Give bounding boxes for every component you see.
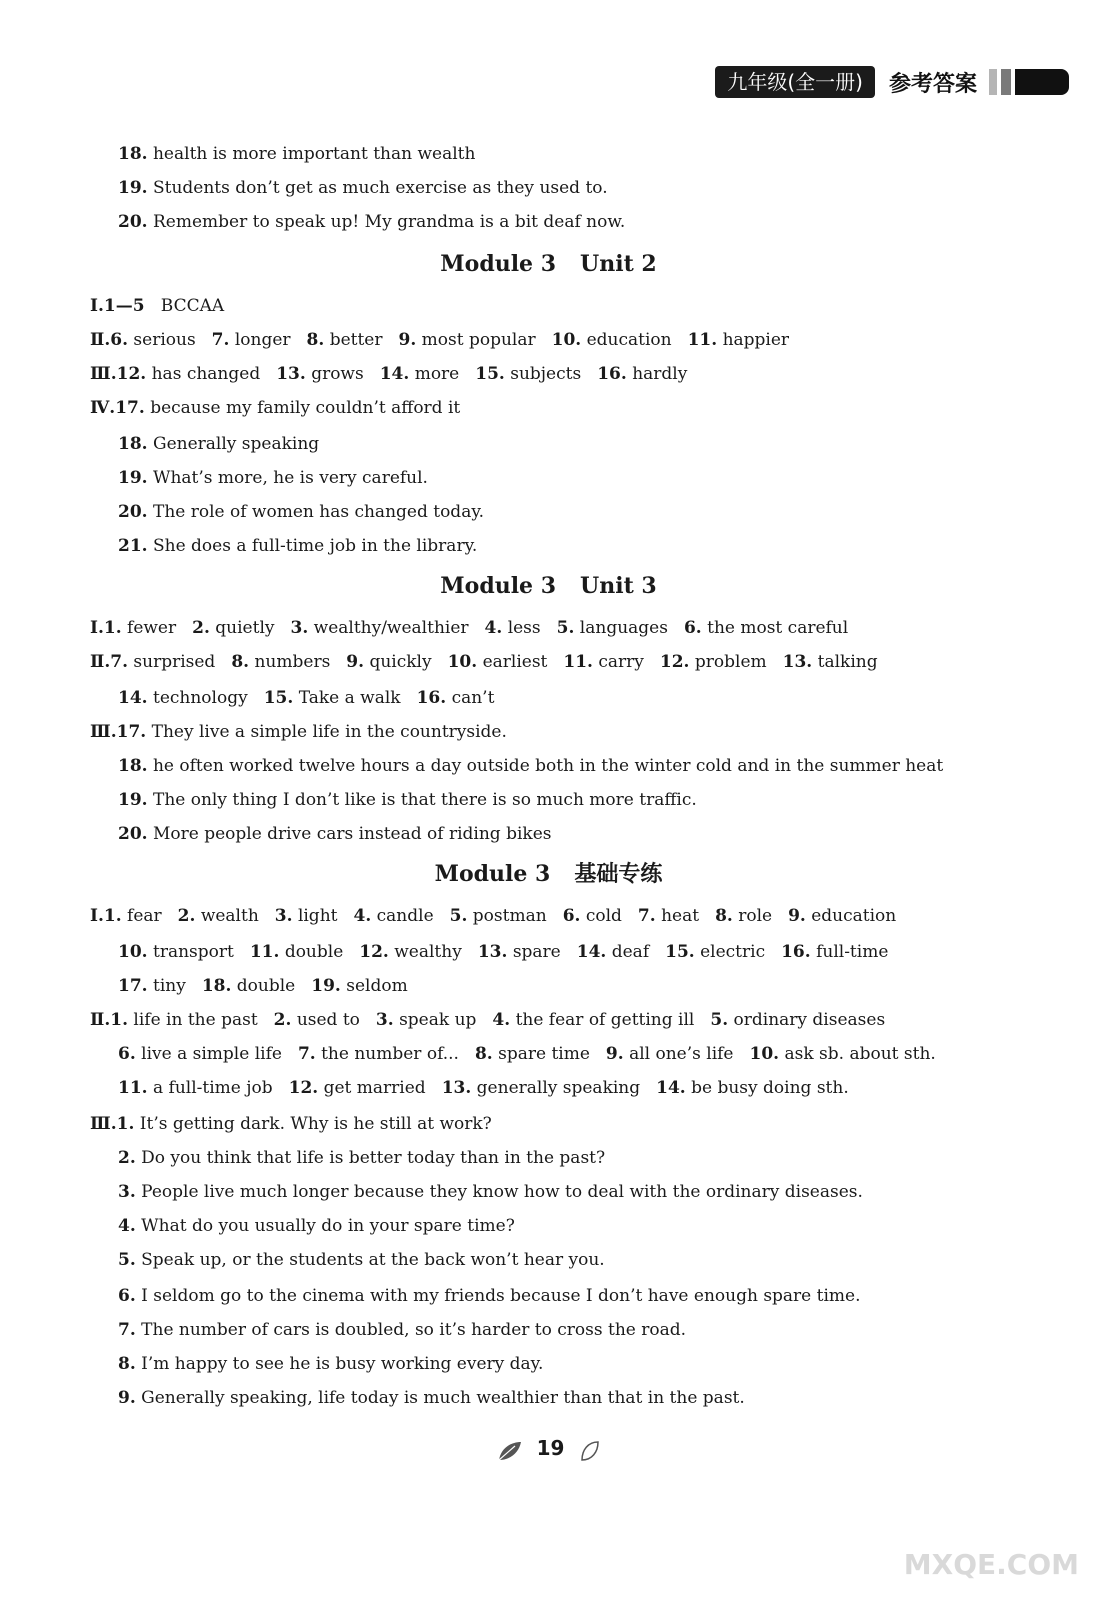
page-number: 19 [536, 1436, 565, 1460]
answer-line: Ⅲ.12. has changed 13. grows 14. more 15. subjects 16. hardly [90, 364, 688, 384]
answer-line: 6. live a simple life 7. the number of... 8. spare time 9. all one’s life 10. ask sb. about sth. [118, 1044, 936, 1064]
answer-line: 9. Generally speaking, life today is much wealthier than that in the past. [118, 1388, 745, 1408]
grade-badge: 九年级(全一册) [715, 66, 875, 98]
answer-line: Ⅲ.17. They live a simple life in the countryside. [90, 722, 507, 742]
answer-line: Ⅱ.7. surprised 8. numbers 9. quickly 10. earliest 11. carry 12. problem 13. talking [90, 652, 878, 672]
section-heading: Module 3 Unit 2 [440, 251, 657, 277]
answer-line: Ⅱ.6. serious 7. longer 8. better 9. most popular 10. education 11. happier [90, 330, 790, 350]
answer-line: 17. tiny 18. double 19. seldom [118, 976, 408, 996]
answer-line: 19. Students don’t get as much exercise as they used to. [118, 178, 608, 198]
section-heading: Module 3 基础专练 [434, 861, 663, 887]
answer-line: 8. I’m happy to see he is busy working every day. [118, 1354, 544, 1374]
answer-line: Ⅰ.1—5 BCCAA [90, 296, 225, 316]
answer-line: Ⅲ.1. It’s getting dark. Why is he still at work? [90, 1114, 492, 1134]
answer-line: Ⅱ.1. life in the past 2. used to 3. speak up 4. the fear of getting ill 5. ordinary diseases [90, 1010, 886, 1030]
answer-line: 20. The role of women has changed today. [118, 502, 485, 522]
answer-line: 2. Do you think that life is better today than in the past? [118, 1148, 606, 1168]
answer-line: 10. transport 11. double 12. wealthy 13. spare 14. deaf 15. electric 16. full-time [118, 942, 889, 962]
section-heading: Module 3 Unit 3 [440, 573, 657, 599]
answer-line: 20. Remember to speak up! My grandma is a bit deaf now. [118, 212, 626, 232]
answer-line: 20. More people drive cars instead of riding bikes [118, 824, 552, 844]
answer-line: 3. People live much longer because they know how to deal with the ordinary diseases. [118, 1182, 863, 1202]
answer-line: 18. he often worked twelve hours a day outside both in the winter cold and in the summer heat [118, 756, 944, 776]
answers-label: 参考答案 [888, 71, 977, 97]
answer-line: 5. Speak up, or the students at the back won’t hear you. [118, 1250, 605, 1270]
answer-line: 21. She does a full-time job in the library. [118, 536, 478, 556]
answer-line: 14. technology 15. Take a walk 16. can’t [118, 688, 495, 708]
answer-line: 4. What do you usually do in your spare time? [118, 1216, 515, 1236]
answer-line: 18. Generally speaking [118, 434, 320, 454]
answer-line: 11. a full-time job 12. get married 13. generally speaking 14. be busy doing sth. [118, 1078, 849, 1098]
leaf-left-icon [497, 1440, 523, 1462]
answer-line: 6. I seldom go to the cinema with my friends because I don’t have enough spare time. [118, 1286, 861, 1306]
answer-line: Ⅳ.17. because my family couldn’t afford it [90, 398, 461, 418]
answer-line: 7. The number of cars is doubled, so it’s harder to cross the road. [118, 1320, 687, 1340]
answer-line: 19. What’s more, he is very careful. [118, 468, 428, 488]
answer-line: Ⅰ.1. fewer 2. quietly 3. wealthy/wealthier 4. less 5. languages 6. the most careful [90, 618, 849, 638]
answer-line: Ⅰ.1. fear 2. wealth 3. light 4. candle 5. postman 6. cold 7. heat 8. role 9. education [90, 906, 897, 926]
page-footer [0, 1436, 1097, 1462]
answer-line: 18. health is more important than wealth [118, 144, 476, 164]
page-header [715, 66, 1073, 98]
leaf-right-icon [578, 1440, 600, 1462]
header-bars-icon [989, 69, 1073, 95]
answer-line: 19. The only thing I don’t like is that there is so much more traffic. [118, 790, 697, 810]
watermark-logo: MXQE.COM [903, 1548, 1079, 1581]
